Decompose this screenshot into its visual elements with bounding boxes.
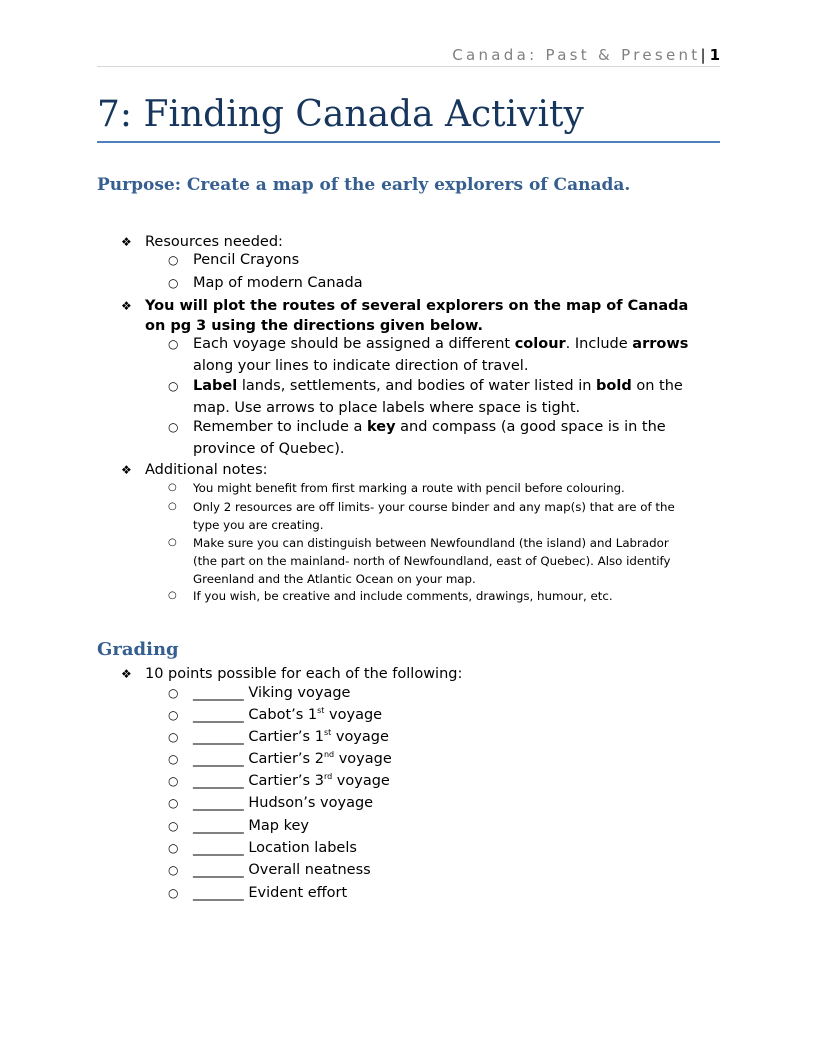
note-item: ○ Only 2 resources are off limits- your course binder and any map(s) that are of the type you are creating. (168, 500, 675, 532)
grading-item: ○ _______ Viking voyage (193, 683, 713, 705)
grading-item: ○ _______ Cartier’s 3rd voyage (193, 771, 713, 793)
circle-bullet-icon: ○ (168, 420, 179, 434)
diamond-bullet-icon: ❖ (121, 235, 132, 249)
header-separator: | (700, 46, 706, 64)
grading-item: ○ _______ Hudson’s voyage (193, 793, 713, 815)
circle-bullet-icon: ○ (168, 686, 179, 700)
grading-item: ○ _______ Location labels (193, 838, 713, 860)
page-title: 7: Finding Canada Activity (97, 93, 720, 143)
circle-bullet-icon: ○ (168, 379, 179, 393)
score-blank: _______ (193, 729, 244, 745)
circle-bullet-icon: ○ (168, 501, 177, 512)
circle-bullet-icon: ○ (168, 708, 179, 722)
instruction-item: ○ Remember to include a key and compass (a good space is in the province of Quebec). (168, 419, 666, 457)
score-blank: _______ (193, 795, 244, 811)
grading-lead: ❖ 10 points possible for each of the following: (121, 666, 463, 682)
grading-item: ○ _______ Evident effort (193, 883, 713, 905)
grading-item: ○ _______ Cartier’s 2nd voyage (193, 749, 713, 771)
circle-bullet-icon: ○ (168, 863, 179, 877)
instruction-item: ○ Label lands, settlements, and bodies of water listed in bold on the map. Use arrows to place labels where space is tight. (168, 378, 683, 416)
diamond-bullet-icon: ❖ (121, 299, 132, 313)
note-item: ○ You might benefit from first marking a route with pencil before colouring. (168, 481, 625, 495)
circle-bullet-icon: ○ (168, 752, 179, 766)
resources-item (121, 232, 715, 252)
resources-label: Resources needed: (145, 234, 283, 250)
instruction-item: ○ Each voyage should be assigned a different colour. Include arrows along your lines to indicate direction of travel. (168, 336, 689, 374)
purpose-heading: Purpose: Create a map of the early explorers of Canada. (97, 175, 631, 195)
score-blank: _______ (193, 751, 244, 767)
score-blank: _______ (193, 773, 244, 789)
circle-bullet-icon: ○ (168, 276, 179, 290)
score-blank: _______ (193, 885, 244, 901)
circle-bullet-icon: ○ (168, 337, 179, 351)
resource-item: ○ Pencil Crayons (193, 250, 713, 272)
grading-item: ○ _______ Cabot’s 1st voyage (193, 705, 713, 727)
notes-item: ❖ Additional notes: (121, 462, 268, 478)
circle-bullet-icon: ○ (168, 730, 179, 744)
header-text (452, 46, 720, 64)
circle-bullet-icon: ○ (168, 774, 179, 788)
score-blank: _______ (193, 818, 244, 834)
score-blank: _______ (193, 862, 244, 878)
note-item: ○ If you wish, be creative and include comments, drawings, humour, etc. (168, 589, 613, 603)
score-blank: _______ (193, 685, 244, 701)
page-number: 1 (709, 46, 720, 64)
circle-bullet-icon: ○ (168, 253, 179, 267)
grading-item: ○ _______ Overall neatness (193, 860, 713, 882)
circle-bullet-icon: ○ (168, 590, 177, 601)
circle-bullet-icon: ○ (168, 841, 179, 855)
diamond-bullet-icon: ❖ (121, 463, 132, 477)
circle-bullet-icon: ○ (168, 796, 179, 810)
score-blank: _______ (193, 707, 244, 723)
circle-bullet-icon: ○ (168, 537, 177, 548)
note-item: ○ Make sure you can distinguish between Newfoundland (the island) and Labrador (the part on the mainland- north of Newfoundland, east of Quebec). Also identify Greenland and the Atlantic Ocean on your map. (168, 536, 671, 586)
grading-heading: Grading (97, 639, 179, 660)
diamond-bullet-icon: ❖ (121, 667, 132, 681)
resource-item: ○ Map of modern Canada (193, 273, 713, 295)
page-header (97, 46, 720, 67)
running-title: Canada: Past & Present (452, 46, 701, 64)
score-blank: _______ (193, 840, 244, 856)
circle-bullet-icon: ○ (168, 819, 179, 833)
instructions-lead: ❖ You will plot the routes of several explorers on the map of Canada on pg 3 using the directions given below. (121, 298, 689, 334)
grading-item: ○ _______ Map key (193, 816, 713, 838)
circle-bullet-icon: ○ (168, 886, 179, 900)
circle-bullet-icon: ○ (168, 482, 177, 493)
grading-item: ○ _______ Cartier’s 1st voyage (193, 727, 713, 749)
